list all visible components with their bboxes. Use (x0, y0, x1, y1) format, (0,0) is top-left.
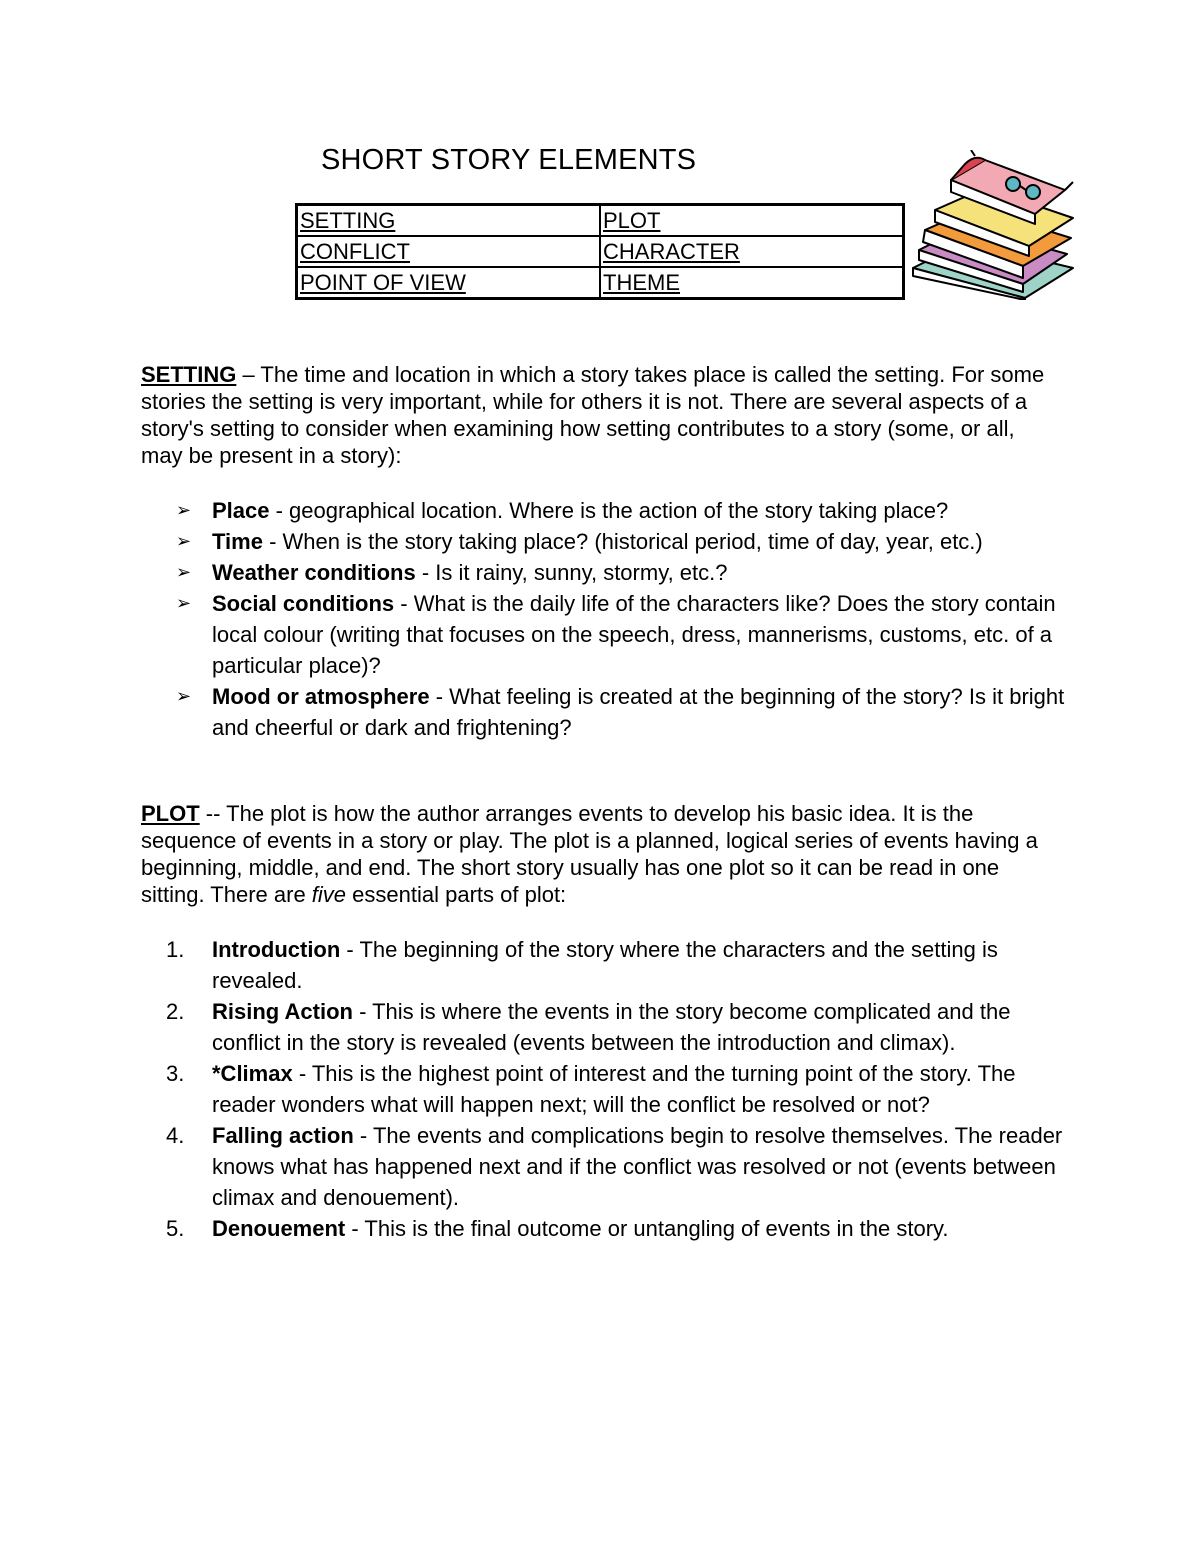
plot-heading: PLOT (141, 801, 200, 826)
list-item (166, 1120, 1070, 1213)
list-item-number: 1. (166, 937, 185, 962)
arrow-bullet-icon: ➢ (176, 531, 192, 551)
list-item-number: 2. (166, 999, 185, 1024)
plot-parts-list (166, 934, 1070, 1244)
books-stack-icon (905, 150, 1080, 300)
table-row (297, 267, 904, 299)
table-cell-point-of-view: POINT OF VIEW (297, 267, 601, 299)
table-row (297, 205, 904, 237)
setting-aspects-list (170, 495, 1070, 743)
list-item-term: Denouement (212, 1216, 346, 1241)
list-item-desc: - The events and complications begin to resolve themselves. The reader knows what has happened next and if the conflict was resolved or not (events between climax and denouement). (212, 1123, 1063, 1210)
table-cell-plot: PLOT (600, 205, 904, 237)
list-item-number: 3. (166, 1061, 185, 1086)
list-item-term: Time (212, 529, 263, 554)
list-item (170, 495, 1070, 526)
table-cell-conflict: CONFLICT (297, 236, 601, 267)
list-item-term: Place (212, 498, 270, 523)
list-item (170, 526, 1070, 557)
plot-paragraph (141, 800, 1061, 908)
list-item-term: Introduction (212, 937, 341, 962)
list-item-desc: - When is the story taking place? (historical period, time of day, year, etc.) (262, 529, 983, 554)
table-cell-character: CHARACTER (600, 236, 904, 267)
list-item-desc: - What feeling is created at the beginning of the story? Is it bright and cheerful or dark and frightening? (212, 684, 1065, 740)
setting-heading: SETTING (141, 362, 237, 387)
list-item-number: 5. (166, 1216, 185, 1241)
list-item-desc: - This is the highest point of interest and the turning point of the story. The reader wonders what will happen next; will the conflict be resolved or not? (212, 1061, 1016, 1117)
setting-paragraph (141, 361, 1061, 469)
list-item-desc: - What is the daily life of the characters like? Does the story contain local colour (writing that focuses on the speech, dress, mannerisms, customs, etc. of a particular place)? (212, 591, 1056, 678)
list-item (170, 681, 1070, 743)
list-item (166, 934, 1070, 996)
list-item-desc: - The beginning of the story where the characters and the setting is revealed. (212, 937, 998, 993)
list-item-term: Rising Action (212, 999, 353, 1024)
table-cell-theme: THEME (600, 267, 904, 299)
list-item-term: Falling action (212, 1123, 354, 1148)
list-item (166, 996, 1070, 1058)
list-item-number: 4. (166, 1123, 185, 1148)
plot-text-after: essential parts of plot: (346, 882, 567, 907)
list-item-term: *Climax (212, 1061, 293, 1086)
arrow-bullet-icon: ➢ (176, 562, 192, 582)
table-row (297, 236, 904, 267)
list-item-desc: - This is the final outcome or untangling of events in the story. (345, 1216, 949, 1241)
setting-text: – The time and location in which a story takes place is called the setting. For some stories the setting is very important, while for others it is not. There are several aspects of a story's setting to consider when examining how setting contributes to a story (some, or all, may be present in a story): (141, 362, 1045, 468)
list-item-desc: - Is it rainy, sunny, stormy, etc.? (415, 560, 728, 585)
list-item (166, 1213, 1070, 1244)
list-item (166, 1058, 1070, 1120)
page-title: SHORT STORY ELEMENTS (321, 144, 697, 176)
list-item-term: Social conditions (212, 591, 395, 616)
arrow-bullet-icon: ➢ (176, 593, 192, 613)
elements-table (295, 203, 905, 300)
plot-text-before: -- The plot is how the author arranges events to develop his basic idea. It is the sequence of events in a story or play. The plot is a planned, logical series of events having a beginning, middle, and end. The short story usually has one plot so it can be read in one sitting. There are (141, 801, 1038, 907)
plot-text-emphasis: five (311, 882, 347, 907)
arrow-bullet-icon: ➢ (176, 500, 192, 520)
list-item-desc: - geographical location. Where is the action of the story taking place? (269, 498, 949, 523)
list-item (170, 557, 1070, 588)
list-item (170, 588, 1070, 681)
list-item-term: Weather conditions (212, 560, 416, 585)
arrow-bullet-icon: ➢ (176, 686, 192, 706)
table-cell-setting: SETTING (297, 205, 601, 237)
list-item-term: Mood or atmosphere (212, 684, 430, 709)
list-item-desc: - This is where the events in the story become complicated and the conflict in the story is revealed (events between the introduction and climax). (212, 999, 1011, 1055)
